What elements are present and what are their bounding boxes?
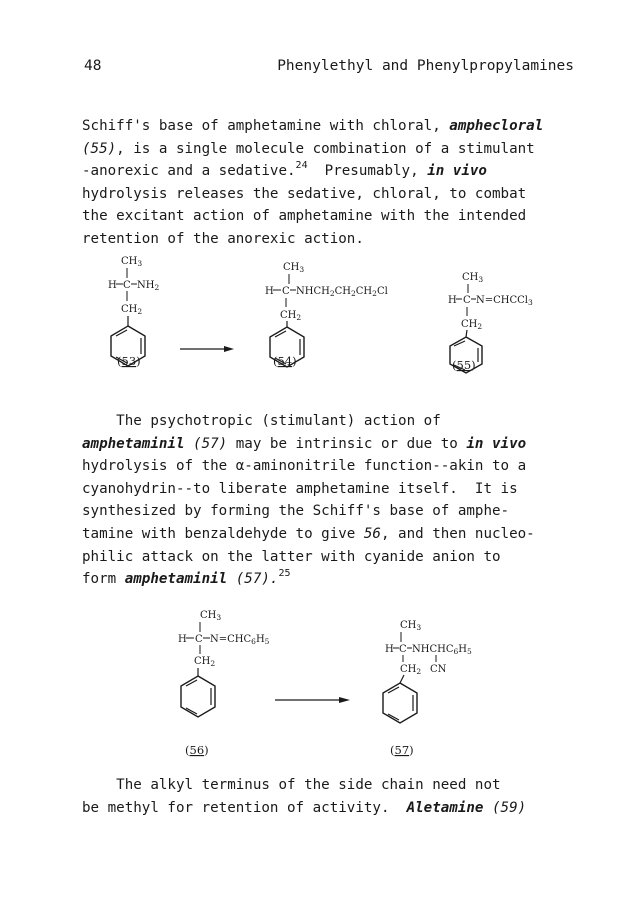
- text-run: form: [82, 571, 125, 588]
- compound-ref: (57).: [227, 571, 279, 588]
- page-header: [84, 58, 574, 80]
- text-run: , and then nucleo-: [380, 525, 535, 542]
- text-run: Presumably,: [307, 163, 428, 180]
- cyanobenzylamino-group: $NHCHC_6H_5$: [412, 644, 472, 656]
- text-line: cyanohydrin--to liberate amphetamine itself. It is: [82, 480, 518, 497]
- text-line: [82, 568, 592, 591]
- text-run: , is a single molecule combination of a stimulant: [116, 140, 535, 157]
- text-run: The alkyl terminus of the side chain need not: [116, 777, 501, 793]
- benzylidene-imine-group: $N=CHC_6H_5$: [210, 634, 270, 646]
- structure-57: [383, 620, 472, 757]
- structure-53: [108, 256, 159, 368]
- text-line: hydrolysis releases the sedative, chloral, to combat: [82, 185, 527, 202]
- compound-label-56: (56): [185, 743, 209, 757]
- text-line: the excitant action of amphetamine with the intended: [82, 208, 527, 225]
- text-run: may be intrinsic or due to: [227, 435, 467, 452]
- text-run: -anorexic and a sedative.: [82, 163, 296, 180]
- in-vivo-text: in vivo: [466, 435, 527, 452]
- text-line: [82, 410, 592, 433]
- running-title: Phenylethyl and Phenylpropylamines: [277, 58, 574, 74]
- page-number: 48: [84, 58, 102, 74]
- reaction-arrow-icon: [180, 346, 234, 352]
- hydrogen-atom: H: [265, 286, 274, 297]
- compound-label-55: (55): [452, 358, 476, 372]
- text-run: tamine with benzaldehyde to give: [82, 525, 364, 542]
- reaction-scheme-2: [0, 600, 639, 760]
- carbon-atom: C: [463, 295, 471, 306]
- reaction-scheme-2-drawing: [0, 600, 639, 760]
- paragraph-aletamine: [82, 774, 592, 819]
- drug-name-aletamine: Aletamine: [406, 799, 484, 816]
- methylene-group: $CH_2$: [194, 656, 216, 668]
- compound-label-57: (57): [390, 743, 414, 757]
- benzene-ring-icon: [181, 676, 215, 717]
- compound-ref: (55): [82, 140, 117, 157]
- methyl-group: $CH_3$: [400, 620, 422, 632]
- text-line: [82, 774, 592, 797]
- hydrogen-atom: H: [448, 295, 457, 306]
- hydrogen-atom: H: [385, 644, 394, 655]
- carbon-atom: C: [123, 280, 131, 291]
- text-line: [82, 138, 592, 161]
- text-run: be methyl for retention of activity.: [82, 799, 407, 816]
- in-vivo-text: in vivo: [427, 163, 487, 180]
- text-line: [82, 433, 592, 456]
- text-line: synthesized by forming the Schiff's base of amphe-: [82, 503, 510, 520]
- hydrogen-atom: H: [178, 634, 187, 645]
- structure-54: [265, 262, 388, 368]
- compound-label-53: (53): [117, 354, 141, 368]
- compound-ref: (59): [483, 799, 527, 816]
- structure-55: [448, 272, 533, 373]
- compound-ref: 56: [363, 525, 381, 542]
- benzene-ring-icon: [383, 683, 417, 723]
- text-run: The psychotropic (stimulant) action of: [116, 413, 441, 429]
- drug-name-amphetaminil: amphetaminil: [82, 435, 185, 452]
- methyl-group: $CH_3$: [283, 262, 305, 274]
- compound-ref: (57): [184, 435, 228, 452]
- methyl-group: $CH_3$: [121, 256, 143, 268]
- hydrogen-atom: H: [108, 280, 117, 291]
- chloropropylamino-group: $NHCH_2CH_2CH_2Cl$: [296, 286, 388, 298]
- amino-group: $NH_2$: [137, 280, 160, 292]
- methylene-group: $CH_2$: [461, 319, 483, 331]
- methylene-group: $CH_2$: [400, 664, 422, 676]
- reaction-scheme-1: [0, 252, 639, 377]
- methylene-group: $CH_2$: [280, 310, 302, 322]
- compound-label-54: (54): [273, 354, 297, 368]
- drug-name-amphecloral: amphecloral: [449, 118, 544, 134]
- methyl-group: $CH_3$: [462, 272, 484, 284]
- reaction-arrow-icon: [275, 697, 350, 703]
- reaction-scheme-1-drawing: [0, 252, 639, 377]
- text-line: retention of the anorexic action.: [82, 230, 364, 247]
- text-line: [82, 523, 592, 546]
- text-line: [82, 160, 592, 183]
- citation-ref: 25: [278, 568, 291, 580]
- text-line: philic attack on the latter with cyanide anion to: [82, 548, 501, 565]
- methylene-group: $CH_2$: [121, 304, 143, 316]
- text-line: [82, 797, 592, 820]
- citation-ref: 24: [295, 160, 308, 172]
- carbon-atom: C: [282, 286, 290, 297]
- drug-name-amphetaminil: amphetaminil: [124, 571, 228, 588]
- carbon-atom: C: [399, 644, 407, 655]
- cyano-group: CN: [430, 664, 447, 675]
- paragraph-amphecloral: [82, 115, 592, 251]
- carbon-atom: C: [195, 634, 203, 645]
- methyl-group: $CH_3$: [200, 610, 222, 622]
- paragraph-amphetaminil: [82, 410, 592, 591]
- text-line: [82, 115, 592, 138]
- structure-56: [178, 610, 270, 757]
- text-line: hydrolysis of the α-aminonitrile function--akin to a: [82, 458, 527, 475]
- text-run: Schiff's base of amphetamine with chloral,: [82, 118, 450, 134]
- trichloroethylidene-imine-group: N=CHCCl$_3$: [476, 295, 533, 307]
